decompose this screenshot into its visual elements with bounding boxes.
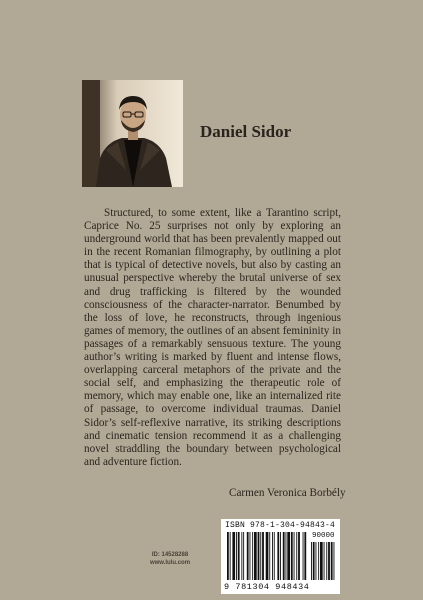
barcode-bar: [260, 532, 261, 580]
isbn-label: ISBN 978-1-304-94843-4: [225, 521, 336, 530]
barcode-bar: [241, 532, 242, 580]
barcode-digits: 9 781304 948434: [224, 582, 310, 592]
barcode-bar: [236, 532, 237, 580]
barcode-addon-bar: [331, 542, 333, 580]
barcode-bar: [254, 532, 257, 580]
barcode-addon-bar: [311, 542, 312, 580]
author-photo-image: [82, 80, 183, 187]
barcode-bar: [232, 532, 235, 580]
barcode-bar: [280, 532, 281, 580]
barcode-bar: [238, 532, 240, 580]
barcode-bar: [272, 532, 273, 580]
barcode-bar: [247, 532, 249, 580]
barcode-bar: [252, 532, 253, 580]
barcode-bar: [258, 532, 260, 580]
publisher-site: www.lulu.com: [149, 560, 191, 566]
barcode-bar: [243, 532, 244, 580]
publisher-id: ID: 14528288: [151, 552, 189, 558]
barcode-addon-bar: [318, 542, 319, 580]
barcode-bar: [291, 532, 293, 580]
barcode-bar: [269, 532, 270, 580]
barcode-addon-bar: [316, 542, 317, 580]
publisher-info: [140, 551, 200, 567]
barcode-bar: [250, 532, 251, 580]
barcode-bar: [277, 532, 279, 580]
book-description: Structured, to some extent, like a Tarantino script, Caprice No. 25 surprises not only by exploring an underground world that has been prevalently mapped out in the recent Romanian filmography, by outlining a plot that is typical of detective novels, but also by casting an unusual perspective whereby the brutal universe of sex and drug trafficking is filtered by the wounded consciousness of the character-narrator. Benumbed by the loss of love, he reconstructs, through ingenious games of memory, the outlines of an absent femininity in passages of a remarkably sensuous texture. The young author’s writing is marked by fluent and intense flows, overlapping carceral metaphors of the private and the social self, and emphasizing the therapeutic role of memory, which may enable one, like an internalized rite of passage, to overcome individual traumas. Daniel Sidor’s self-reflexive narrative, its striking descriptions and cinematic tension recommend it as a challenging novel straddling the boundary between psychological and adventure fiction.: [84, 207, 341, 468]
barcode-addon-bar: [324, 542, 325, 580]
barcode-bar: [283, 532, 285, 580]
isbn-barcode: [221, 519, 340, 594]
barcode-bar: [298, 532, 300, 580]
barcode-bar: [230, 532, 231, 580]
barcode-bar: [287, 532, 290, 580]
barcode-bar: [294, 532, 295, 580]
author-photo: [82, 80, 183, 187]
reviewer-signature: Carmen Veronica Borbély: [229, 487, 346, 499]
barcode-bar: [262, 532, 264, 580]
barcode-bar: [304, 532, 306, 580]
barcode-bar: [303, 532, 304, 580]
barcode-addon-bar: [313, 542, 315, 580]
barcode-bar: [286, 532, 287, 580]
barcode-addon-bar: [328, 542, 330, 580]
barcode-bar: [227, 532, 229, 580]
barcode-addon-bar: [334, 542, 335, 580]
price-code: 90000: [312, 532, 335, 540]
author-name: Daniel Sidor: [200, 122, 292, 141]
barcode-addon-bar: [326, 542, 327, 580]
barcode-bar: [266, 532, 269, 580]
barcode-bar: [274, 532, 275, 580]
barcode-addon-bar: [320, 542, 323, 580]
barcode-bar: [296, 532, 297, 580]
